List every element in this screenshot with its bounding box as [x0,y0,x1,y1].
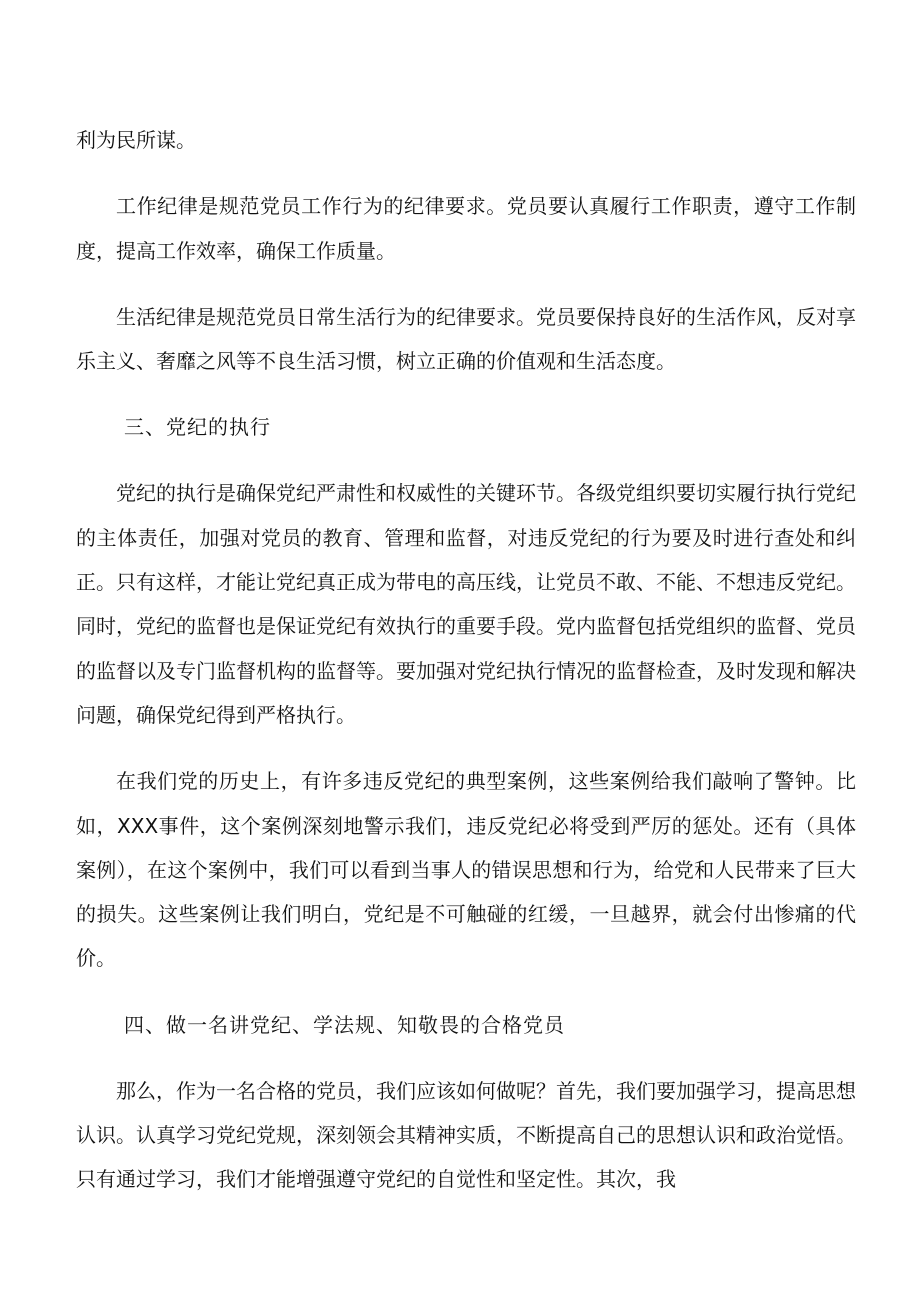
paragraph-typical-cases: 在我们党的历史上，有许多违反党纪的典型案例，这些案例给我们敲响了警钟。比如，XXX事件，这个案例深刻地警示我们，违反党纪必将受到严厉的惩处。还有（具体案例），在这个案例中，我们可以看到当事人的错误思想和行为，给党和人民带来了巨大的损失。这些案例让我们明白，党纪是不可触碰的红缓，一旦越界，就会付出惨痛的代价。 [76,769,856,971]
paragraph-life-discipline: 生活纪律是规范党员日常生活行为的纪律要求。党员要保持良好的生活作风，反对享乐主义、奢靡之风等不良生活习惯，树立正确的价值观和生活态度。 [76,304,856,374]
section-heading-4: 四、做一名讲党纪、学法规、知敬畏的合格党员 [124,1012,565,1037]
paragraph-continuation: 利为民所谋。 [76,128,196,152]
section-heading-3: 三、党纪的执行 [124,415,271,440]
paragraph-qualified-member: 那么，作为一名合格的党员，我们应该如何做呢？首先，我们要加强学习，提高思想认识。认真学习党纪党规，深刻领会其精神实质，不断提高自己的思想认识和政治觉悟。只有通过学习，我们才能增强遵守党纪的自觉性和坚定性。其次，我 [76,1078,856,1192]
paragraph-discipline-execution: 党纪的执行是确保党纪严肃性和权威性的关键环节。各级党组织要切实履行执行党纪的主体责任，加强对党员的教育、管理和监督，对违反党纪的行为要及时进行查处和纠正。只有这样，才能让党纪真正成为带电的高压线，让党员不敢、不能、不想违反党纪。同时，党纪的监督也是保证党纪有效执行的重要手段。党内监督包括党组织的监督、党员的监督以及专门监督机构的监督等。要加强对党纪执行情况的监督检查，及时发现和解决问题，确保党纪得到严格执行。 [76,481,856,727]
document-page [76,118,856,1224]
paragraph-work-discipline: 工作纪律是规范党员工作行为的纪律要求。党员要认真履行工作职责，遵守工作制度，提高工作效率，确保工作质量。 [76,194,856,263]
